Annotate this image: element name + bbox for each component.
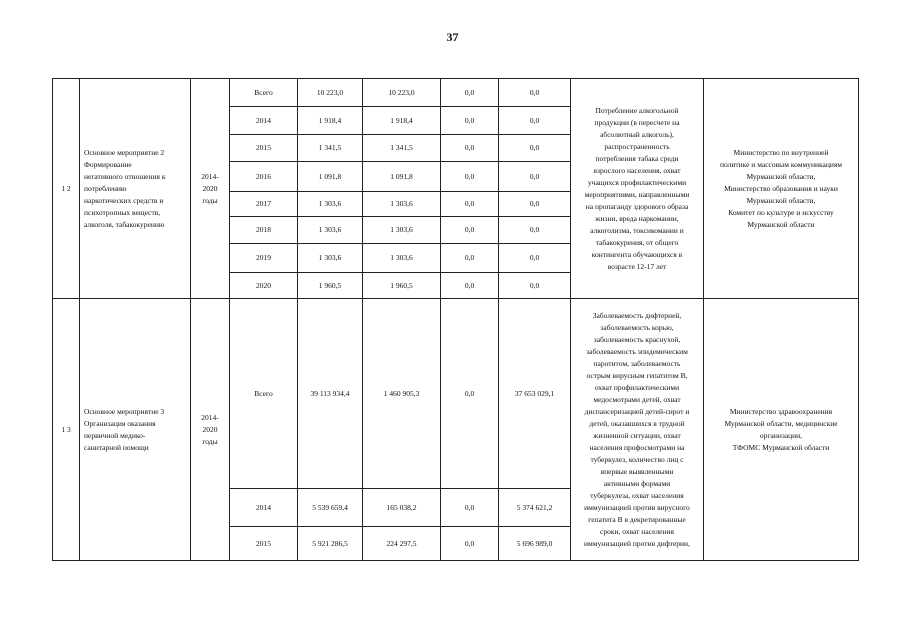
executors-cell: Министерство по внутренней политике и массовым коммуникациям Мурманской области, Министерство образования и науки Мурманской области, Комитет по культуре и искусству Мурманской области	[704, 79, 859, 299]
funding-regional: 1 460 905,3	[363, 299, 441, 489]
funding-total: 5 921 286,5	[298, 527, 363, 561]
funding-federal: 0,0	[441, 489, 499, 527]
funding-regional: 1 303,6	[363, 217, 441, 244]
funding-other: 5 696 989,0	[499, 527, 571, 561]
indicators-cell: Заболеваемость дифтерией, заболеваемость корью, заболеваемость краснухой, заболеваемость эпидемическим паротитом, заболеваемость острым вирусным гепатитом В, охват профилактическими медосмотрами детей, охват диспансеризацией детей-сирот и детей, оказавшихся в трудной жизненной ситуации, охват населения профосмотрами на туберкулез, количество лиц с впервые выявленными активными формами туберкулеза, охват населения иммунизацией против вирусного гепатита В в декретированные сроки, охват населения иммунизацией против дифтерии,	[571, 299, 704, 561]
funding-other: 0,0	[499, 162, 571, 192]
activity-name: Основное мероприятие 2 Формирование негативного отношения к потреблению наркотических средств и психотропных веществ, алкоголя, табакокурению	[80, 79, 191, 299]
funding-regional: 165 038,2	[363, 489, 441, 527]
funding-total: 1 303,6	[298, 244, 363, 273]
funding-total: 1 303,6	[298, 192, 363, 217]
funding-federal: 0,0	[441, 107, 499, 135]
funding-total: 1 918,4	[298, 107, 363, 135]
year-cell: 2016	[230, 162, 298, 192]
funding-federal: 0,0	[441, 192, 499, 217]
year-cell: 2014	[230, 489, 298, 527]
activity-number: 1 2	[53, 79, 80, 299]
funding-federal: 0,0	[441, 162, 499, 192]
funding-federal: 0,0	[441, 273, 499, 299]
funding-other: 0,0	[499, 135, 571, 162]
year-cell: Всего	[230, 79, 298, 107]
year-cell: 2019	[230, 244, 298, 273]
funding-regional: 1 960,5	[363, 273, 441, 299]
activity-period: 2014- 2020 годы	[191, 79, 230, 299]
funding-federal: 0,0	[441, 217, 499, 244]
page-number: 37	[446, 30, 459, 44]
year-cell: 2014	[230, 107, 298, 135]
funding-regional: 1 341,5	[363, 135, 441, 162]
funding-total: 10 223,0	[298, 79, 363, 107]
funding-total: 1 303,6	[298, 217, 363, 244]
funding-regional: 1 303,6	[363, 192, 441, 217]
table-row	[53, 79, 859, 107]
table-row	[53, 299, 859, 489]
funding-regional: 1 091,8	[363, 162, 441, 192]
year-cell: 2015	[230, 135, 298, 162]
year-cell: 2015	[230, 527, 298, 561]
funding-total: 1 341,5	[298, 135, 363, 162]
funding-federal: 0,0	[441, 527, 499, 561]
year-cell: 2020	[230, 273, 298, 299]
year-cell: 2018	[230, 217, 298, 244]
funding-other: 0,0	[499, 273, 571, 299]
funding-other: 0,0	[499, 107, 571, 135]
funding-other: 0,0	[499, 244, 571, 273]
funding-regional: 10 223,0	[363, 79, 441, 107]
funding-federal: 0,0	[441, 244, 499, 273]
year-cell: 2017	[230, 192, 298, 217]
funding-total: 39 113 934,4	[298, 299, 363, 489]
funding-federal: 0,0	[441, 135, 499, 162]
funding-other: 37 653 029,1	[499, 299, 571, 489]
funding-other: 5 374 621,2	[499, 489, 571, 527]
executors-cell: Министерство здравоохранения Мурманской области, медицинские организации, ТФОМС Мурманской области	[704, 299, 859, 561]
funding-other: 0,0	[499, 217, 571, 244]
funding-other: 0,0	[499, 79, 571, 107]
indicators-cell: Потребление алкогольной продукции (в пересчете на абсолютный алкоголь), распространенность потребления табака среди взрослого населения, охват учащихся профилактическими мероприятиями, направленными на пропаганду здорового образа жизни, вреда наркомании, алкоголизма, токсикомании и табакокурения, от общего контингента обучающихся в возрасте 12-17 лет	[571, 79, 704, 299]
funding-other: 0,0	[499, 192, 571, 217]
funding-total: 5 539 659,4	[298, 489, 363, 527]
program-activities-table	[52, 78, 859, 561]
funding-federal: 0,0	[441, 299, 499, 489]
activity-name: Основное мероприятие 3 Организация оказания первичной медико- санитарной помощи	[80, 299, 191, 561]
funding-total: 1 960,5	[298, 273, 363, 299]
funding-regional: 1 918,4	[363, 107, 441, 135]
funding-regional: 1 303,6	[363, 244, 441, 273]
funding-total: 1 091,8	[298, 162, 363, 192]
funding-regional: 224 297,5	[363, 527, 441, 561]
activity-number: 1 3	[53, 299, 80, 561]
year-cell: Всего	[230, 299, 298, 489]
activity-period: 2014- 2020 годы	[191, 299, 230, 561]
funding-federal: 0,0	[441, 79, 499, 107]
